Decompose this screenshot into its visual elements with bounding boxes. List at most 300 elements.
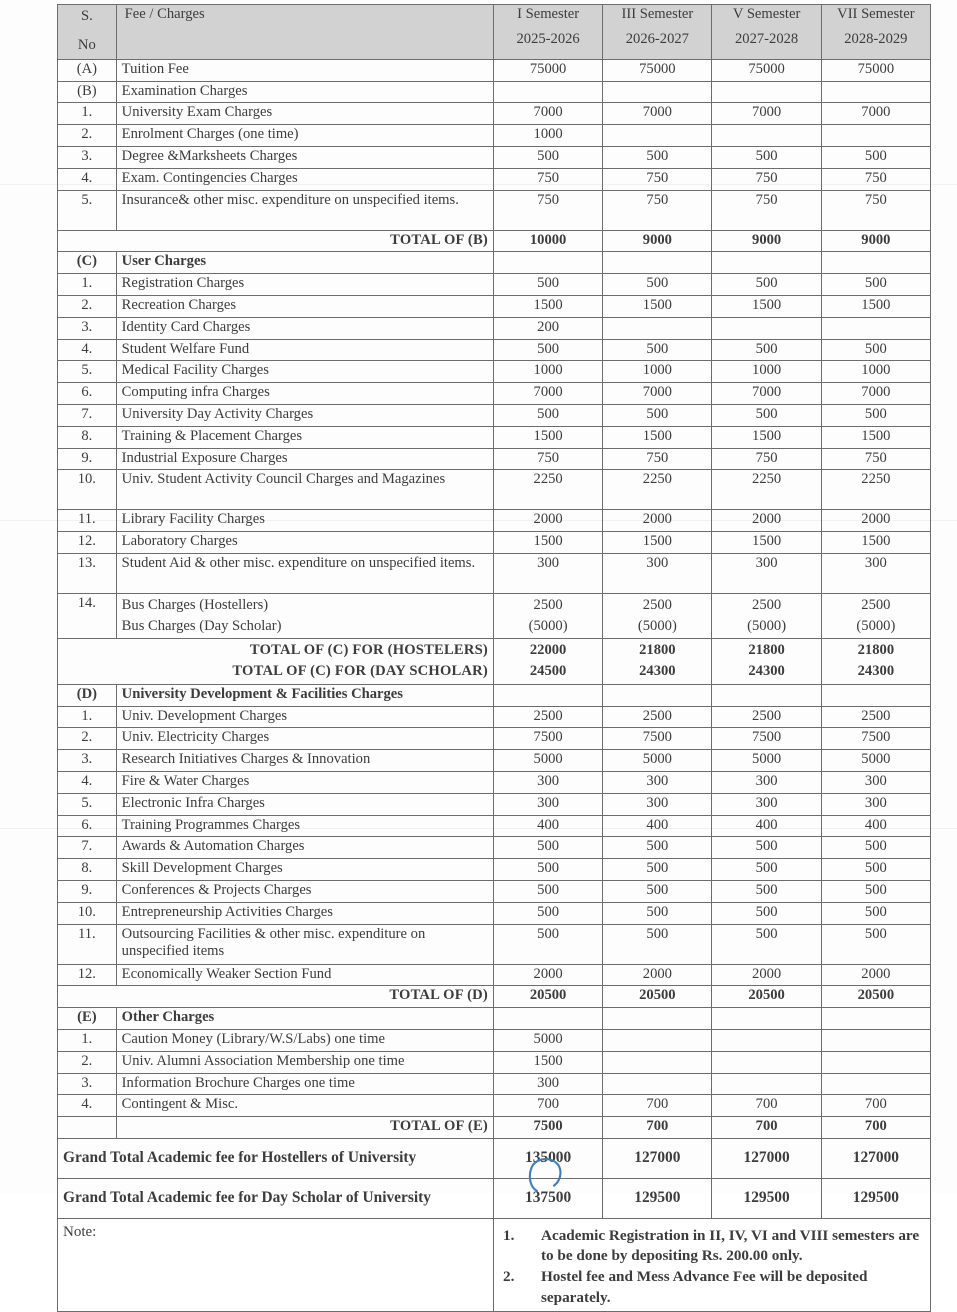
row-sno: 4. <box>58 339 117 361</box>
row-sno: 10. <box>58 902 117 924</box>
sno-line2: No <box>77 36 96 53</box>
row-description: Recreation Charges <box>116 295 493 317</box>
c-value-sem-3 <box>712 317 821 339</box>
e-value-sem-4 <box>821 1051 930 1073</box>
row-description: Student Welfare Fund <box>116 339 493 361</box>
d-value-sem-3: 300 <box>712 793 821 815</box>
total-c-hostelers-label: TOTAL OF (C) FOR (HOSTELERS) <box>249 642 488 659</box>
row-sno: 5. <box>58 361 117 383</box>
d-value-sem-4: 500 <box>821 859 930 881</box>
row-sno: (B) <box>58 81 117 103</box>
row-description: University Day Activity Charges <box>116 404 493 426</box>
row-sno: 2. <box>58 295 117 317</box>
grand-total-label: Grand Total Academic fee for Hostellers of University <box>58 1138 494 1178</box>
d-value-sem-4: 7500 <box>821 728 930 750</box>
row-sno: 8. <box>58 426 117 448</box>
d-value-sem-2: 2500 <box>603 706 712 728</box>
table-row[interactable] <box>58 859 931 881</box>
row-description: Industrial Exposure Charges <box>116 448 493 470</box>
table-row[interactable] <box>58 339 931 361</box>
table-row[interactable] <box>58 1029 931 1051</box>
total-b-sem-2: 9000 <box>603 230 712 252</box>
ab-value-sem-1: 750 <box>493 190 602 230</box>
row-sno: 9. <box>58 880 117 902</box>
grand-total-value-sem-2: 129500 <box>603 1178 712 1218</box>
row-description: Information Brochure Charges one time <box>116 1073 493 1095</box>
ab-value-sem-4: 750 <box>821 168 930 190</box>
row-description: Library Facility Charges <box>116 510 493 532</box>
ab-value-sem-4: 7000 <box>821 103 930 125</box>
row-sno: 1. <box>58 1029 117 1051</box>
ab-value-sem-1: 75000 <box>493 59 602 81</box>
row-description: Registration Charges <box>116 274 493 296</box>
row-description: Contingent & Misc. <box>116 1095 493 1117</box>
ab-value-sem-2: 75000 <box>603 59 712 81</box>
column-header-semester-3: III Semester 2026-2027 <box>603 5 712 60</box>
c-value-sem-4: 2000 <box>821 510 930 532</box>
ab-value-sem-3: 75000 <box>712 59 821 81</box>
total-c-value-sem-2 <box>603 639 712 684</box>
e-value-sem-1: 5000 <box>493 1029 602 1051</box>
section-d-sno: (D) <box>58 684 117 706</box>
total-e-sem-4: 700 <box>821 1117 930 1139</box>
row-sno: 5. <box>58 793 117 815</box>
row-description: Univ. Electricity Charges <box>116 728 493 750</box>
c-value-sem-1: 1500 <box>493 426 602 448</box>
row-sno: (A) <box>58 59 117 81</box>
row-sno: 3. <box>58 317 117 339</box>
ab-value-sem-4 <box>821 81 930 103</box>
ab-value-sem-3 <box>712 125 821 147</box>
d-value-sem-2: 500 <box>603 837 712 859</box>
table-row[interactable] <box>58 706 931 728</box>
d-value-sem-1: 2500 <box>493 706 602 728</box>
table-row[interactable] <box>58 880 931 902</box>
ab-value-sem-2: 500 <box>603 146 712 168</box>
note-item-text: Academic Registration in II, IV, VI and VIII semesters are to be done by depositing Rs. 200.00 only. <box>540 1226 920 1265</box>
section-c-sno: (C) <box>58 252 117 274</box>
total-c-hostelers-value: 21800 <box>748 642 785 659</box>
total-b-sem-3: 9000 <box>712 230 821 252</box>
bus-hosteller-value: 2500 <box>642 596 672 613</box>
total-c-dayscholar-label: TOTAL OF (C) FOR (DAY SCHOLAR) <box>232 663 488 680</box>
d-value-sem-3: 400 <box>712 815 821 837</box>
c-value-sem-3: 7000 <box>712 383 821 405</box>
c-value-sem-2: 500 <box>603 274 712 296</box>
bus-hosteller-value: 2500 <box>533 596 563 613</box>
row-description: Univ. Development Charges <box>116 706 493 728</box>
c-value-sem-2: 1000 <box>603 361 712 383</box>
row-description: University Exam Charges <box>116 103 493 125</box>
total-e-sem-1: 7500 <box>493 1117 602 1139</box>
table-row[interactable] <box>58 361 931 383</box>
row-description: Degree &Marksheets Charges <box>116 146 493 168</box>
table-body <box>58 59 931 1311</box>
bus-desc-hostellers: Bus Charges (Hostellers) <box>121 596 269 613</box>
table-row[interactable] <box>58 448 931 470</box>
row-description: Tuition Fee <box>116 59 493 81</box>
d-value-sem-2: 2000 <box>603 964 712 986</box>
d-value-sem-3: 300 <box>712 771 821 793</box>
row-description: Economically Weaker Section Fund <box>116 964 493 986</box>
ab-value-sem-1: 7000 <box>493 103 602 125</box>
note-body <box>493 1218 930 1311</box>
e-value-sem-3 <box>712 1051 821 1073</box>
d-value-sem-3: 500 <box>712 859 821 881</box>
bus-value-sem-2 <box>603 593 712 638</box>
d-value-sem-1: 5000 <box>493 750 602 772</box>
e-value-sem-3: 700 <box>712 1095 821 1117</box>
header-row <box>58 5 931 60</box>
c-value-sem-3: 1500 <box>712 532 821 554</box>
table-header <box>58 5 931 60</box>
c-value-sem-1: 500 <box>493 339 602 361</box>
d-value-sem-1: 300 <box>493 793 602 815</box>
row-sno: 6. <box>58 383 117 405</box>
e-value-sem-3 <box>712 1029 821 1051</box>
total-d-sem-1: 20500 <box>493 986 602 1008</box>
row-sno: 13. <box>58 553 117 593</box>
table-row[interactable] <box>58 168 931 190</box>
total-e-label: TOTAL OF (E) <box>116 1117 493 1139</box>
d-value-sem-1: 500 <box>493 880 602 902</box>
d-value-sem-2: 300 <box>603 793 712 815</box>
total-d-sem-3: 20500 <box>712 986 821 1008</box>
d-value-sem-4: 300 <box>821 771 930 793</box>
row-sno: 11. <box>58 924 117 964</box>
d-value-sem-1: 500 <box>493 859 602 881</box>
c-value-sem-1: 1000 <box>493 361 602 383</box>
table-row[interactable] <box>58 1095 931 1117</box>
c-value-sem-3: 750 <box>712 448 821 470</box>
ab-value-sem-1: 750 <box>493 168 602 190</box>
table-row[interactable] <box>58 404 931 426</box>
total-row-c <box>58 639 931 684</box>
total-e-sno-spacer <box>58 1117 117 1139</box>
d-value-sem-3: 2000 <box>712 964 821 986</box>
table-row[interactable] <box>58 426 931 448</box>
c-value-sem-4: 2250 <box>821 470 930 510</box>
row-sno: 2. <box>58 728 117 750</box>
table-row[interactable] <box>58 1051 931 1073</box>
bus-hosteller-value: 2500 <box>752 596 782 613</box>
total-b-label: TOTAL OF (B) <box>58 230 494 252</box>
bus-value-sem-4 <box>821 593 930 638</box>
table-row[interactable] <box>58 383 931 405</box>
row-description: Examination Charges <box>116 81 493 103</box>
table-row[interactable] <box>58 750 931 772</box>
note-label: Note: <box>58 1218 494 1311</box>
total-d-label: TOTAL OF (D) <box>58 986 494 1008</box>
c-value-sem-2: 750 <box>603 448 712 470</box>
e-value-sem-2: 700 <box>603 1095 712 1117</box>
c-value-sem-2: 500 <box>603 404 712 426</box>
grand-total-value-sem-3: 129500 <box>712 1178 821 1218</box>
row-sno: 7. <box>58 404 117 426</box>
table-row[interactable] <box>58 902 931 924</box>
fee-structure-table-container <box>57 4 931 1312</box>
e-value-sem-1: 1500 <box>493 1051 602 1073</box>
row-sno: 12. <box>58 964 117 986</box>
table-row-bus-charges[interactable] <box>58 593 931 638</box>
table-row[interactable] <box>58 924 931 964</box>
row-sno: 8. <box>58 859 117 881</box>
table-row[interactable] <box>58 815 931 837</box>
c-value-sem-4: 750 <box>821 448 930 470</box>
d-value-sem-1: 7500 <box>493 728 602 750</box>
grand-total-value-sem-1: 135000 <box>493 1138 602 1178</box>
table-row[interactable] <box>58 964 931 986</box>
c-value-sem-3: 1000 <box>712 361 821 383</box>
c-value-sem-3: 500 <box>712 404 821 426</box>
c-value-sem-3: 2250 <box>712 470 821 510</box>
table-row[interactable] <box>58 532 931 554</box>
total-row-e <box>58 1117 931 1139</box>
d-value-sem-2: 500 <box>603 924 712 964</box>
row-description: Student Aid & other misc. expenditure on unspecified items. <box>116 553 493 593</box>
e-value-sem-4 <box>821 1029 930 1051</box>
c-value-sem-4: 500 <box>821 274 930 296</box>
note-item-text: Hostel fee and Mess Advance Fee will be deposited separately. <box>540 1268 868 1306</box>
grand-total-value-sem-4: 129500 <box>821 1178 930 1218</box>
total-b-sem-4: 9000 <box>821 230 930 252</box>
table-row[interactable] <box>58 470 931 510</box>
row-sno: 2. <box>58 1051 117 1073</box>
c-value-sem-3: 500 <box>712 274 821 296</box>
d-value-sem-3: 7500 <box>712 728 821 750</box>
row-sno: 1. <box>58 706 117 728</box>
c-value-sem-2: 1500 <box>603 295 712 317</box>
column-header-semester-5: V Semester 2027-2028 <box>712 5 821 60</box>
row-description: Entrepreneurship Activities Charges <box>116 902 493 924</box>
total-c-label <box>58 639 494 684</box>
c-value-sem-2: 2000 <box>603 510 712 532</box>
table-row[interactable] <box>58 793 931 815</box>
section-d-title: University Development & Facilities Charges <box>116 684 493 706</box>
column-header-semester-7: VII Semester 2028-2029 <box>821 5 930 60</box>
row-sno: 1. <box>58 274 117 296</box>
fee-structure-table <box>57 4 931 1312</box>
ab-value-sem-3: 7000 <box>712 103 821 125</box>
table-row[interactable] <box>58 274 931 296</box>
c-value-sem-1: 2250 <box>493 470 602 510</box>
c-value-sem-1: 500 <box>493 274 602 296</box>
d-value-sem-4: 500 <box>821 837 930 859</box>
table-row[interactable] <box>58 295 931 317</box>
c-value-sem-4: 7000 <box>821 383 930 405</box>
ab-value-sem-2: 7000 <box>603 103 712 125</box>
row-description: Caution Money (Library/W.S/Labs) one time <box>116 1029 493 1051</box>
c-value-sem-4: 1500 <box>821 295 930 317</box>
c-value-sem-1: 1500 <box>493 295 602 317</box>
row-sno: 3. <box>58 1073 117 1095</box>
e-value-sem-4 <box>821 1073 930 1095</box>
ab-value-sem-4: 500 <box>821 146 930 168</box>
section-e-sno: (E) <box>58 1008 117 1030</box>
section-e-title: Other Charges <box>116 1008 493 1030</box>
row-sno: 12. <box>58 532 117 554</box>
section-heading-c <box>58 252 931 274</box>
e-value-sem-3 <box>712 1073 821 1095</box>
c-value-sem-2 <box>603 317 712 339</box>
note-item-number: 2. <box>502 1268 515 1286</box>
total-d-sem-2: 20500 <box>603 986 712 1008</box>
row-sno: 4. <box>58 771 117 793</box>
bus-desc-day-scholar: Bus Charges (Day Scholar) <box>121 617 282 634</box>
grand-total-row <box>58 1178 931 1218</box>
row-description: Insurance& other misc. expenditure on unspecified items. <box>116 190 493 230</box>
bus-dayscholar-value: (5000) <box>747 617 787 634</box>
ab-value-sem-3 <box>712 81 821 103</box>
c-value-sem-1: 7000 <box>493 383 602 405</box>
grand-total-value-sem-4: 127000 <box>821 1138 930 1178</box>
c-value-sem-4 <box>821 317 930 339</box>
c-value-sem-1: 200 <box>493 317 602 339</box>
ab-value-sem-3: 750 <box>712 190 821 230</box>
table-row[interactable] <box>58 837 931 859</box>
d-value-sem-4: 500 <box>821 902 930 924</box>
c-value-sem-1: 750 <box>493 448 602 470</box>
total-c-dayscholar-value: 24300 <box>857 663 895 680</box>
table-row[interactable] <box>58 1073 931 1095</box>
ab-value-sem-3: 500 <box>712 146 821 168</box>
grand-total-value-sem-1: 137500 <box>493 1178 602 1218</box>
c-value-sem-2: 2250 <box>603 470 712 510</box>
table-row[interactable] <box>58 146 931 168</box>
total-e-sem-2: 700 <box>603 1117 712 1139</box>
d-value-sem-4: 5000 <box>821 750 930 772</box>
table-row[interactable] <box>58 190 931 230</box>
c-value-sem-4: 500 <box>821 404 930 426</box>
row-description: Awards & Automation Charges <box>116 837 493 859</box>
row-sno: 1. <box>58 103 117 125</box>
total-row-b <box>58 230 931 252</box>
sno-line1: S. <box>80 8 93 24</box>
d-value-sem-3: 500 <box>712 837 821 859</box>
total-e-sem-3: 700 <box>712 1117 821 1139</box>
table-row[interactable] <box>58 728 931 750</box>
row-description: Identity Card Charges <box>116 317 493 339</box>
c-value-sem-4: 300 <box>821 553 930 593</box>
bus-value-sem-1 <box>493 593 602 638</box>
total-c-dayscholar-value: 24300 <box>748 663 785 680</box>
ab-value-sem-2: 750 <box>603 190 712 230</box>
column-header-sno <box>58 5 117 60</box>
column-header-semester-1: I Semester 2025-2026 <box>493 5 602 60</box>
d-value-sem-3: 5000 <box>712 750 821 772</box>
bus-dayscholar-value: (5000) <box>528 617 568 634</box>
d-value-sem-1: 500 <box>493 837 602 859</box>
d-value-sem-2: 500 <box>603 880 712 902</box>
row-sno: 2. <box>58 125 117 147</box>
row-description: Computing infra Charges <box>116 383 493 405</box>
table-row[interactable] <box>58 103 931 125</box>
ab-value-sem-2 <box>603 81 712 103</box>
c-value-sem-4: 1500 <box>821 532 930 554</box>
ab-value-sem-4: 75000 <box>821 59 930 81</box>
d-value-sem-2: 5000 <box>603 750 712 772</box>
c-value-sem-4: 1500 <box>821 426 930 448</box>
d-value-sem-1: 500 <box>493 902 602 924</box>
row-description: Conferences & Projects Charges <box>116 880 493 902</box>
total-d-sem-4: 20500 <box>821 986 930 1008</box>
d-value-sem-1: 400 <box>493 815 602 837</box>
row-description: Laboratory Charges <box>116 532 493 554</box>
row-description <box>116 593 493 638</box>
table-row[interactable] <box>58 59 931 81</box>
grand-total-label: Grand Total Academic fee for Day Scholar of University <box>58 1178 494 1218</box>
d-value-sem-1: 500 <box>493 924 602 964</box>
d-value-sem-3: 500 <box>712 902 821 924</box>
row-description: Univ. Alumni Association Membership one time <box>116 1051 493 1073</box>
ab-value-sem-1: 1000 <box>493 125 602 147</box>
total-c-value-sem-1 <box>493 639 602 684</box>
grand-total-row <box>58 1138 931 1178</box>
d-value-sem-2: 500 <box>603 902 712 924</box>
table-row[interactable] <box>58 317 931 339</box>
ab-value-sem-1: 500 <box>493 146 602 168</box>
total-c-dayscholar-value: 24500 <box>529 663 567 680</box>
column-header-description: Fee / Charges <box>116 5 493 60</box>
c-value-sem-3: 300 <box>712 553 821 593</box>
total-c-hostelers-value: 22000 <box>529 642 567 659</box>
d-value-sem-3: 500 <box>712 880 821 902</box>
ab-value-sem-2 <box>603 125 712 147</box>
row-sno: 4. <box>58 168 117 190</box>
c-value-sem-4: 500 <box>821 339 930 361</box>
row-description: Exam. Contingencies Charges <box>116 168 493 190</box>
note-item <box>499 1267 925 1307</box>
d-value-sem-2: 500 <box>603 859 712 881</box>
d-value-sem-4: 2500 <box>821 706 930 728</box>
row-sno: 6. <box>58 815 117 837</box>
table-row[interactable] <box>58 510 931 532</box>
ab-value-sem-4: 750 <box>821 190 930 230</box>
c-value-sem-4: 1000 <box>821 361 930 383</box>
table-row[interactable] <box>58 81 931 103</box>
d-value-sem-2: 400 <box>603 815 712 837</box>
row-description: Enrolment Charges (one time) <box>116 125 493 147</box>
d-value-sem-4: 300 <box>821 793 930 815</box>
grand-total-value-sem-3: 127000 <box>712 1138 821 1178</box>
bus-value-sem-3 <box>712 593 821 638</box>
total-c-value-sem-4 <box>821 639 930 684</box>
grand-total-value-sem-2: 127000 <box>603 1138 712 1178</box>
d-value-sem-2: 7500 <box>603 728 712 750</box>
note-list <box>499 1223 925 1308</box>
row-sno: 3. <box>58 146 117 168</box>
ab-value-sem-1 <box>493 81 602 103</box>
table-row[interactable] <box>58 771 931 793</box>
section-heading-e <box>58 1008 931 1030</box>
d-value-sem-4: 500 <box>821 924 930 964</box>
e-value-sem-2 <box>603 1051 712 1073</box>
note-item-number: 1. <box>502 1226 515 1244</box>
row-description: Training Programmes Charges <box>116 815 493 837</box>
c-value-sem-3: 1500 <box>712 295 821 317</box>
c-value-sem-2: 300 <box>603 553 712 593</box>
c-value-sem-3: 2000 <box>712 510 821 532</box>
total-c-hostelers-value: 21800 <box>639 642 676 659</box>
table-row[interactable] <box>58 125 931 147</box>
c-value-sem-2: 7000 <box>603 383 712 405</box>
row-description: Electronic Infra Charges <box>116 793 493 815</box>
table-row[interactable] <box>58 553 931 593</box>
total-c-value-sem-3 <box>712 639 821 684</box>
d-value-sem-4: 400 <box>821 815 930 837</box>
total-c-hostelers-value: 21800 <box>857 642 895 659</box>
row-sno: 7. <box>58 837 117 859</box>
